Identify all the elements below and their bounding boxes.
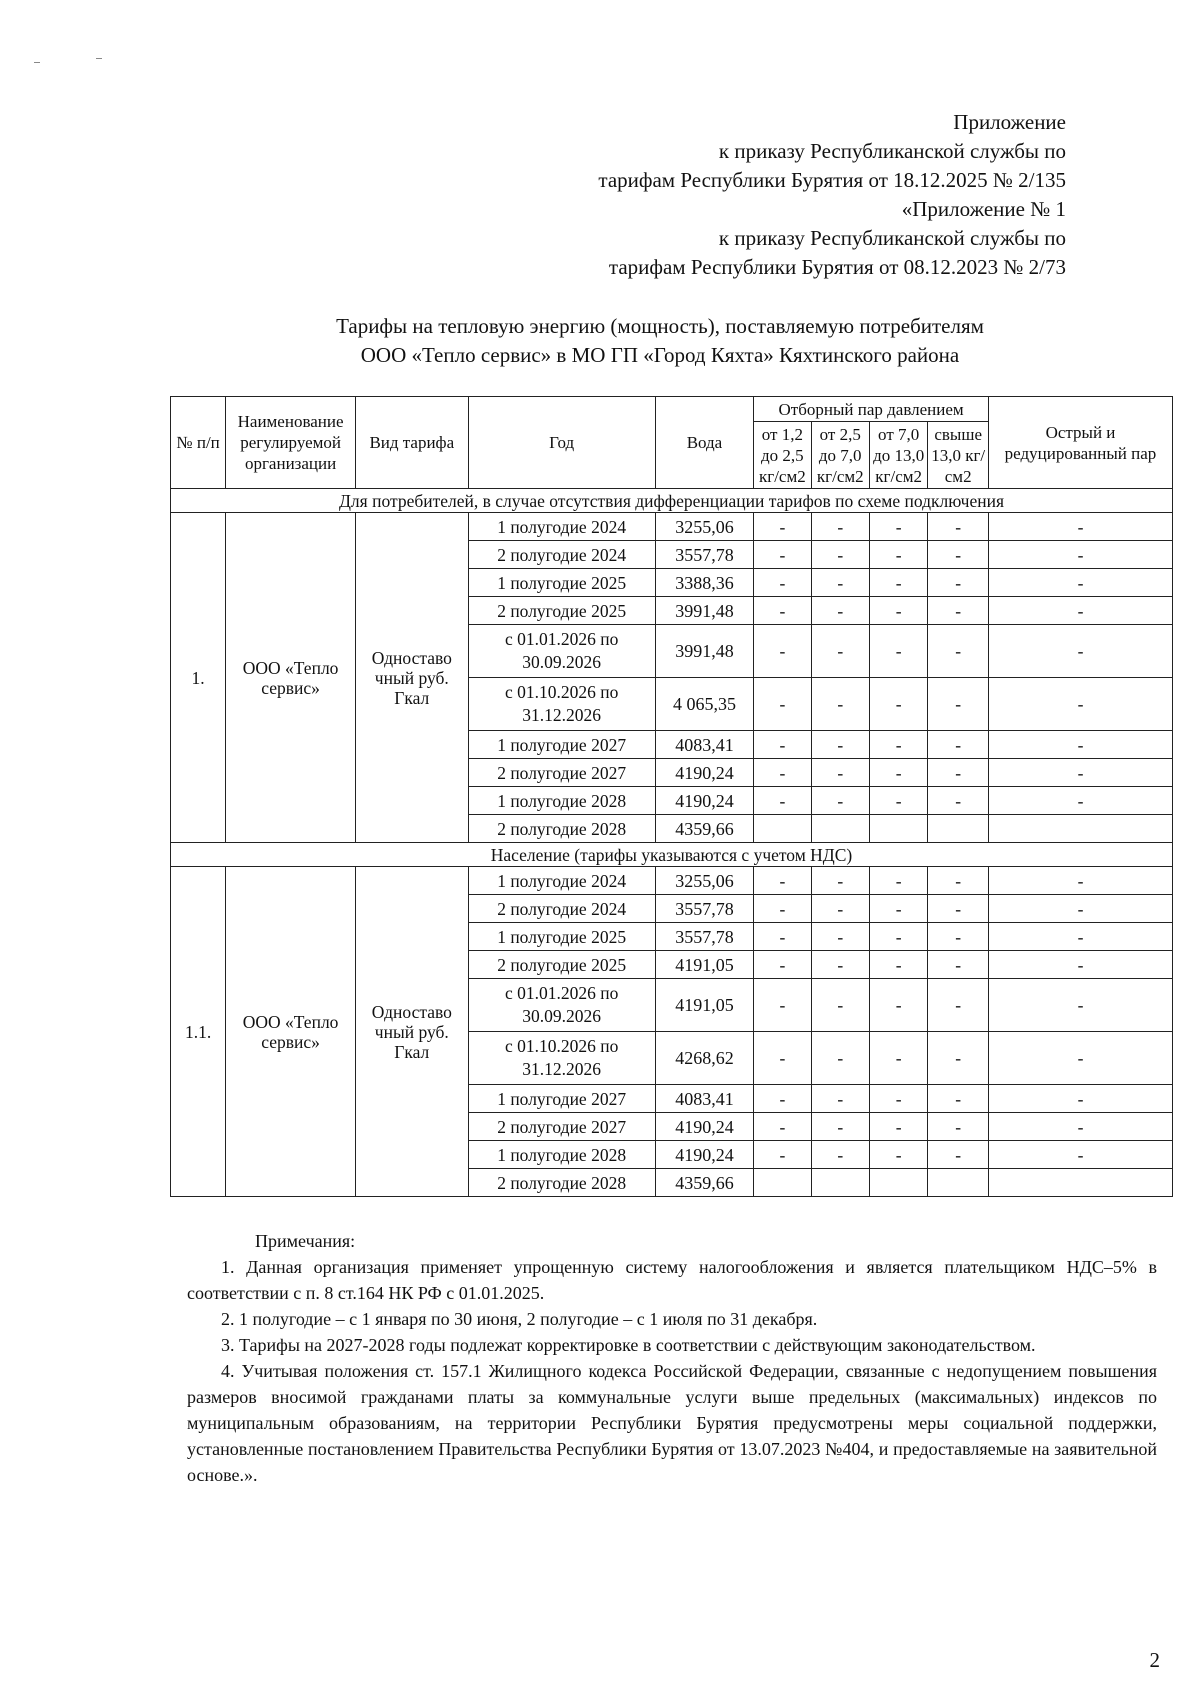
header-steam-group: Отборный пар давлением	[754, 397, 989, 422]
steam-value: -	[754, 867, 811, 895]
steam-value: -	[869, 541, 927, 569]
document-title	[160, 312, 1160, 370]
water-value: 3557,78	[655, 541, 753, 569]
steam-value: -	[869, 951, 927, 979]
steam-value: -	[928, 979, 989, 1032]
steam-value: -	[928, 513, 989, 541]
period-cell: 2 полугодие 2024	[468, 541, 655, 569]
sharp-steam-value: -	[988, 1141, 1172, 1169]
period-cell: с 01.10.2026 по 31.12.2026	[468, 678, 655, 731]
header-water: Вода	[655, 397, 753, 489]
steam-value: -	[811, 1141, 869, 1169]
water-value: 3557,78	[655, 923, 753, 951]
steam-value: -	[928, 625, 989, 678]
header-line: Приложение	[953, 110, 1066, 134]
steam-value: -	[869, 513, 927, 541]
steam-value: -	[928, 597, 989, 625]
header-line: «Приложение № 1	[901, 197, 1066, 221]
header-steam-col: от 2,5 до 7,0 кг/см2	[811, 422, 869, 489]
note-item: 1. Данная организация применяет упрощенную систему налогообложения и является плательщиком НДС–5% в соответствии с п. 8 ст.164 НК РФ с 01.01.2025.	[187, 1257, 1157, 1303]
water-value: 4190,24	[655, 1113, 753, 1141]
steam-value: -	[754, 513, 811, 541]
sharp-steam-value: -	[988, 867, 1172, 895]
period-cell: 1 полугодие 2027	[468, 1085, 655, 1113]
notes-heading: Примечания:	[255, 1231, 356, 1251]
organization-name: ООО «Тепло сервис»	[226, 513, 356, 843]
period-cell: 1 полугодие 2025	[468, 923, 655, 951]
steam-value: -	[928, 1032, 989, 1085]
sharp-steam-value: -	[988, 759, 1172, 787]
water-value: 4083,41	[655, 1085, 753, 1113]
steam-value: -	[928, 1141, 989, 1169]
water-value: 4359,66	[655, 1169, 753, 1197]
water-value: 4191,05	[655, 979, 753, 1032]
sharp-steam-value: -	[988, 678, 1172, 731]
steam-value: -	[869, 731, 927, 759]
header-sharp-steam: Острый и редуцированный пар	[988, 397, 1172, 489]
steam-value: -	[754, 951, 811, 979]
steam-value: -	[754, 923, 811, 951]
sharp-steam-value: -	[988, 923, 1172, 951]
period-cell: с 01.01.2026 по 30.09.2026	[468, 625, 655, 678]
table-body	[171, 489, 1173, 1197]
steam-value: -	[754, 1032, 811, 1085]
steam-value: -	[754, 569, 811, 597]
steam-value: -	[869, 759, 927, 787]
steam-value: -	[754, 979, 811, 1032]
steam-value: -	[928, 759, 989, 787]
notes	[187, 1228, 1157, 1488]
period-cell: с 01.10.2026 по 31.12.2026	[468, 1032, 655, 1085]
water-value: 4083,41	[655, 731, 753, 759]
steam-value: -	[754, 678, 811, 731]
period-cell: 2 полугодие 2028	[468, 815, 655, 843]
steam-value: -	[811, 979, 869, 1032]
steam-value: -	[811, 759, 869, 787]
steam-value	[928, 815, 989, 843]
sharp-steam-value: -	[988, 597, 1172, 625]
steam-value: -	[754, 1113, 811, 1141]
water-value: 4190,24	[655, 787, 753, 815]
steam-value: -	[754, 625, 811, 678]
steam-value: -	[811, 597, 869, 625]
sharp-steam-value: -	[988, 541, 1172, 569]
scan-speck	[96, 58, 102, 59]
steam-value	[754, 815, 811, 843]
sharp-steam-value	[988, 1169, 1172, 1197]
header-org: Наименование регулируемой организации	[226, 397, 356, 489]
water-value: 3388,36	[655, 569, 753, 597]
steam-value	[811, 815, 869, 843]
steam-value: -	[811, 951, 869, 979]
steam-value: -	[928, 787, 989, 815]
period-cell: 1 полугодие 2028	[468, 1141, 655, 1169]
water-value: 4190,24	[655, 1141, 753, 1169]
steam-value: -	[869, 1032, 927, 1085]
steam-value	[811, 1169, 869, 1197]
steam-value: -	[869, 867, 927, 895]
table-header-row	[171, 397, 1173, 422]
steam-value: -	[754, 731, 811, 759]
steam-value: -	[869, 569, 927, 597]
steam-value: -	[928, 951, 989, 979]
sharp-steam-value: -	[988, 1032, 1172, 1085]
steam-value: -	[869, 1141, 927, 1169]
water-value: 4191,05	[655, 951, 753, 979]
header-num: № п/п	[171, 397, 226, 489]
steam-value: -	[869, 597, 927, 625]
steam-value: -	[811, 923, 869, 951]
period-cell: 2 полугодие 2028	[468, 1169, 655, 1197]
water-value: 4268,62	[655, 1032, 753, 1085]
period-cell: 1 полугодие 2024	[468, 867, 655, 895]
steam-value: -	[811, 541, 869, 569]
section-heading-row	[171, 489, 1173, 513]
steam-value: -	[869, 1085, 927, 1113]
water-value: 4 065,35	[655, 678, 753, 731]
water-value: 3255,06	[655, 867, 753, 895]
steam-value: -	[869, 979, 927, 1032]
steam-value: -	[811, 867, 869, 895]
steam-value: -	[928, 731, 989, 759]
steam-value: -	[811, 1085, 869, 1113]
period-cell: 1 полугодие 2025	[468, 569, 655, 597]
steam-value: -	[869, 678, 927, 731]
header-line: к приказу Республиканской службы по	[718, 139, 1066, 163]
title-line: Тарифы на тепловую энергию (мощность), поставляемую потребителям	[336, 314, 984, 338]
header-steam-col: от 7,0 до 13,0 кг/см2	[869, 422, 927, 489]
appendix-header	[598, 108, 1066, 282]
table-row	[171, 867, 1173, 895]
period-cell: 2 полугодие 2025	[468, 597, 655, 625]
steam-value	[869, 1169, 927, 1197]
header-tariff-type: Вид тарифа	[356, 397, 469, 489]
steam-value: -	[754, 1085, 811, 1113]
steam-value	[928, 1169, 989, 1197]
section-heading: Для потребителей, в случае отсутствия дифференциации тарифов по схеме подключения	[171, 489, 1173, 513]
steam-value: -	[928, 569, 989, 597]
steam-value: -	[754, 597, 811, 625]
steam-value: -	[869, 895, 927, 923]
sharp-steam-value: -	[988, 731, 1172, 759]
steam-value: -	[811, 678, 869, 731]
row-number: 1.	[171, 513, 226, 843]
header-steam-col: свыше 13,0 кг/см2	[928, 422, 989, 489]
steam-value: -	[811, 895, 869, 923]
steam-value: -	[811, 569, 869, 597]
sharp-steam-value: -	[988, 951, 1172, 979]
steam-value: -	[811, 1032, 869, 1085]
steam-value: -	[928, 1113, 989, 1141]
section-heading-row	[171, 843, 1173, 867]
water-value: 4359,66	[655, 815, 753, 843]
scan-speck	[34, 62, 40, 63]
section-heading: Население (тарифы указываются с учетом НДС)	[171, 843, 1173, 867]
steam-value	[869, 815, 927, 843]
sharp-steam-value: -	[988, 979, 1172, 1032]
steam-value: -	[869, 787, 927, 815]
sharp-steam-value: -	[988, 513, 1172, 541]
row-number: 1.1.	[171, 867, 226, 1197]
water-value: 3991,48	[655, 625, 753, 678]
period-cell: 2 полугодие 2025	[468, 951, 655, 979]
sharp-steam-value: -	[988, 787, 1172, 815]
steam-value: -	[754, 787, 811, 815]
organization-name: ООО «Тепло сервис»	[226, 867, 356, 1197]
steam-value: -	[928, 1085, 989, 1113]
header-steam-col: от 1,2 до 2,5 кг/см2	[754, 422, 811, 489]
note-item: 2. 1 полугодие – с 1 января по 30 июня, 2 полугодие – с 1 июля по 31 декабря.	[221, 1309, 818, 1329]
steam-value: -	[754, 1141, 811, 1169]
steam-value: -	[811, 731, 869, 759]
steam-value: -	[811, 787, 869, 815]
tariff-type: Одноставо чный руб. Гкал	[356, 867, 469, 1197]
steam-value: -	[928, 867, 989, 895]
water-value: 3255,06	[655, 513, 753, 541]
steam-value: -	[869, 923, 927, 951]
note-item: 4. Учитывая положения ст. 157.1 Жилищного кодекса Российской Федерации, связанные с недопущением повышения размеров вносимой гражданами платы за коммунальные услуги выше предельных (максимальных) индексов по муниципальным образованиям, на территории Республики Бурятия предусмотрены меры социальной поддержки, установленные постановлением Правительства Республики Бурятия от 13.07.2023 №404, и предоставляемые на заявительной основе.».	[187, 1361, 1157, 1485]
period-cell: 2 полугодие 2027	[468, 1113, 655, 1141]
sharp-steam-value: -	[988, 569, 1172, 597]
steam-value: -	[928, 678, 989, 731]
steam-value: -	[869, 1113, 927, 1141]
sharp-steam-value: -	[988, 1085, 1172, 1113]
period-cell: 1 полугодие 2028	[468, 787, 655, 815]
tariff-table	[170, 396, 1173, 1197]
water-value: 3991,48	[655, 597, 753, 625]
header-line: тарифам Республики Бурятия от 08.12.2023 № 2/73	[608, 255, 1066, 279]
steam-value: -	[928, 895, 989, 923]
period-cell: 2 полугодие 2027	[468, 759, 655, 787]
sharp-steam-value: -	[988, 895, 1172, 923]
page-number: 2	[1149, 1648, 1160, 1672]
steam-value: -	[811, 513, 869, 541]
header-line: к приказу Республиканской службы по	[718, 226, 1066, 250]
water-value: 4190,24	[655, 759, 753, 787]
sharp-steam-value: -	[988, 1113, 1172, 1141]
table-row	[171, 513, 1173, 541]
water-value: 3557,78	[655, 895, 753, 923]
steam-value: -	[811, 625, 869, 678]
steam-value: -	[754, 759, 811, 787]
period-cell: с 01.01.2026 по 30.09.2026	[468, 979, 655, 1032]
period-cell: 2 полугодие 2024	[468, 895, 655, 923]
steam-value	[754, 1169, 811, 1197]
tariff-type: Одноставо чный руб. Гкал	[356, 513, 469, 843]
steam-value: -	[754, 895, 811, 923]
steam-value: -	[928, 923, 989, 951]
header-line: тарифам Республики Бурятия от 18.12.2025 № 2/135	[598, 168, 1066, 192]
note-item: 3. Тарифы на 2027-2028 годы подлежат корректировке в соответствии с действующим законодательством.	[221, 1335, 1036, 1355]
sharp-steam-value	[988, 815, 1172, 843]
steam-value: -	[928, 541, 989, 569]
period-cell: 1 полугодие 2024	[468, 513, 655, 541]
steam-value: -	[811, 1113, 869, 1141]
steam-value: -	[869, 625, 927, 678]
period-cell: 1 полугодие 2027	[468, 731, 655, 759]
sharp-steam-value: -	[988, 625, 1172, 678]
header-year: Год	[468, 397, 655, 489]
title-line: ООО «Тепло сервис» в МО ГП «Город Кяхта» Кяхтинского района	[360, 343, 960, 367]
steam-value: -	[754, 541, 811, 569]
